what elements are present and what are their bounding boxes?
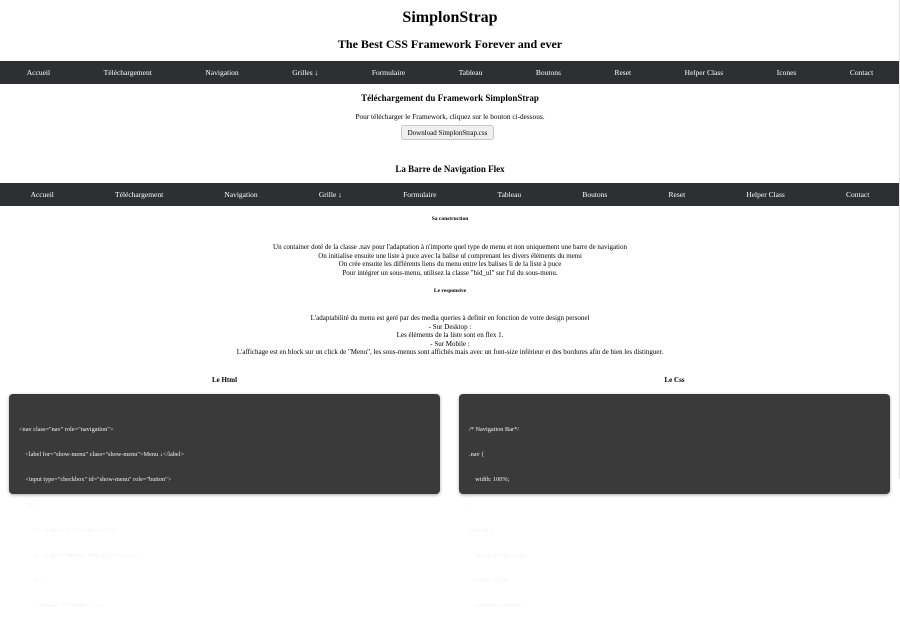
demo-nav-item-navigation[interactable]: Navigation (224, 190, 258, 199)
construction-line: On initialise ensuite une liste à puce avec la balise ul comprenant les divers éléments du menu (318, 251, 582, 260)
nav-item-reset[interactable]: Reset (614, 68, 632, 77)
demo-nav-item-tableau[interactable]: Tableau (497, 190, 522, 199)
nav-item-navigation[interactable]: Navigation (205, 68, 239, 77)
code-line: position: absolute; (469, 602, 522, 610)
code-line: .nav>ul { (469, 526, 493, 534)
html-code-block (9, 394, 440, 610)
code-line: <a href="#">Grilles ↓</a> (19, 602, 105, 610)
code-line: <ul> (19, 501, 38, 509)
responsive-line: - Sur Desktop : (428, 322, 472, 331)
css-code-block (459, 394, 890, 610)
demo-nav-item-helper-class[interactable]: Helper Class (746, 190, 785, 199)
responsive-title: Le responsive (433, 288, 467, 294)
css-code-title: Le Css (664, 376, 685, 384)
nav-item-formulaire[interactable]: Formulaire (371, 68, 406, 77)
code-line: <label for="show-menu" class="show-menu">Menu ↓</label> (19, 451, 185, 459)
site-title: SimplonStrap (402, 9, 498, 26)
responsive-line: Les éléments de la liste sont en flex 1. (396, 331, 504, 339)
navbar-section-title: La Barre de Navigation Flex (395, 164, 505, 174)
demo-nav-item-reset[interactable]: Reset (668, 190, 686, 199)
code-line: width: 100%; (469, 476, 510, 484)
html-code-title: Le Html (211, 376, 238, 384)
demo-nav-item-grille[interactable]: Grille ↓ (318, 190, 342, 199)
nav-item-helper-class[interactable]: Helper Class (684, 68, 724, 77)
code-line: } (469, 501, 473, 509)
nav-item-tableau[interactable]: Tableau (458, 68, 483, 77)
nav-item-icones[interactable]: Icones (776, 68, 797, 77)
nav-item-boutons[interactable]: Boutons (535, 68, 561, 77)
code-line: <nav class="nav" role="navigation"> (19, 425, 114, 433)
nav-item-accueil[interactable]: Accueil (26, 68, 51, 77)
construction-line: Un container doté de la classe .nav pour l'adaptation à n'importe quel type de menu et non uniquement une barre de navigation (273, 243, 627, 251)
demo-nav-item-formulaire[interactable]: Formulaire (403, 190, 437, 199)
download-title: Téléchargement du Framework SimplonStrap (361, 93, 539, 103)
code-line: width: 100%; (469, 577, 510, 585)
code-line: <input type="checkbox" id="show-menu" role="button"> (19, 476, 172, 484)
code-line: .nav { (469, 451, 485, 459)
code-line: /* Navigation Bar*/ (469, 425, 520, 433)
construction-line: On crée ensuite les différents liens du menu entre les balises li de la liste à puce (338, 260, 562, 268)
code-line: <li><a href="#menu">Navigation</a></li> (19, 551, 142, 559)
responsive-line: - Sur Mobile : (430, 339, 470, 348)
code-line: list-style-type: none; (469, 551, 528, 559)
construction-line: Pour intégrer un sous-menu, utilisez la classe "hid_ul" sur l'ul du sous-menu. (342, 268, 558, 277)
nav-item-telechargement[interactable]: Téléchargement (103, 68, 152, 77)
construction-title: Sa construction (431, 216, 469, 222)
responsive-line: L'adaptabilité du menu est geré par des media queries à definir en fonction de votre design personel (310, 314, 590, 322)
main-nav (0, 61, 900, 84)
demo-nav-item-boutons[interactable]: Boutons (582, 190, 608, 199)
demo-nav (0, 183, 900, 206)
nav-item-contact[interactable]: Contact (849, 68, 874, 77)
site-subtitle: The Best CSS Framework Forever and ever (337, 37, 563, 51)
code-line: <li> (19, 577, 43, 585)
code-line: <li><a href="#">Accueil</a></li> (19, 526, 120, 534)
construction-text (0, 243, 900, 277)
responsive-line: L'affichage est en block sur un click de "Menu", les sous-menus sont affichés mais avec un font-size inférieur et des bordures afin de bien les distinguer. (236, 348, 664, 356)
download-button[interactable]: Download SimplonStrap.css (401, 125, 494, 140)
demo-nav-item-telechargement[interactable]: Téléchargement (115, 190, 164, 199)
nav-item-grilles[interactable]: Grilles ↓ (292, 68, 319, 77)
download-text: Pour télécharger le Framework, cliquez sur le bouton ci-dessous. (355, 112, 545, 121)
responsive-text (0, 314, 900, 357)
demo-nav-item-contact[interactable]: Contact (845, 190, 870, 199)
demo-nav-item-accueil[interactable]: Accueil (30, 190, 54, 199)
